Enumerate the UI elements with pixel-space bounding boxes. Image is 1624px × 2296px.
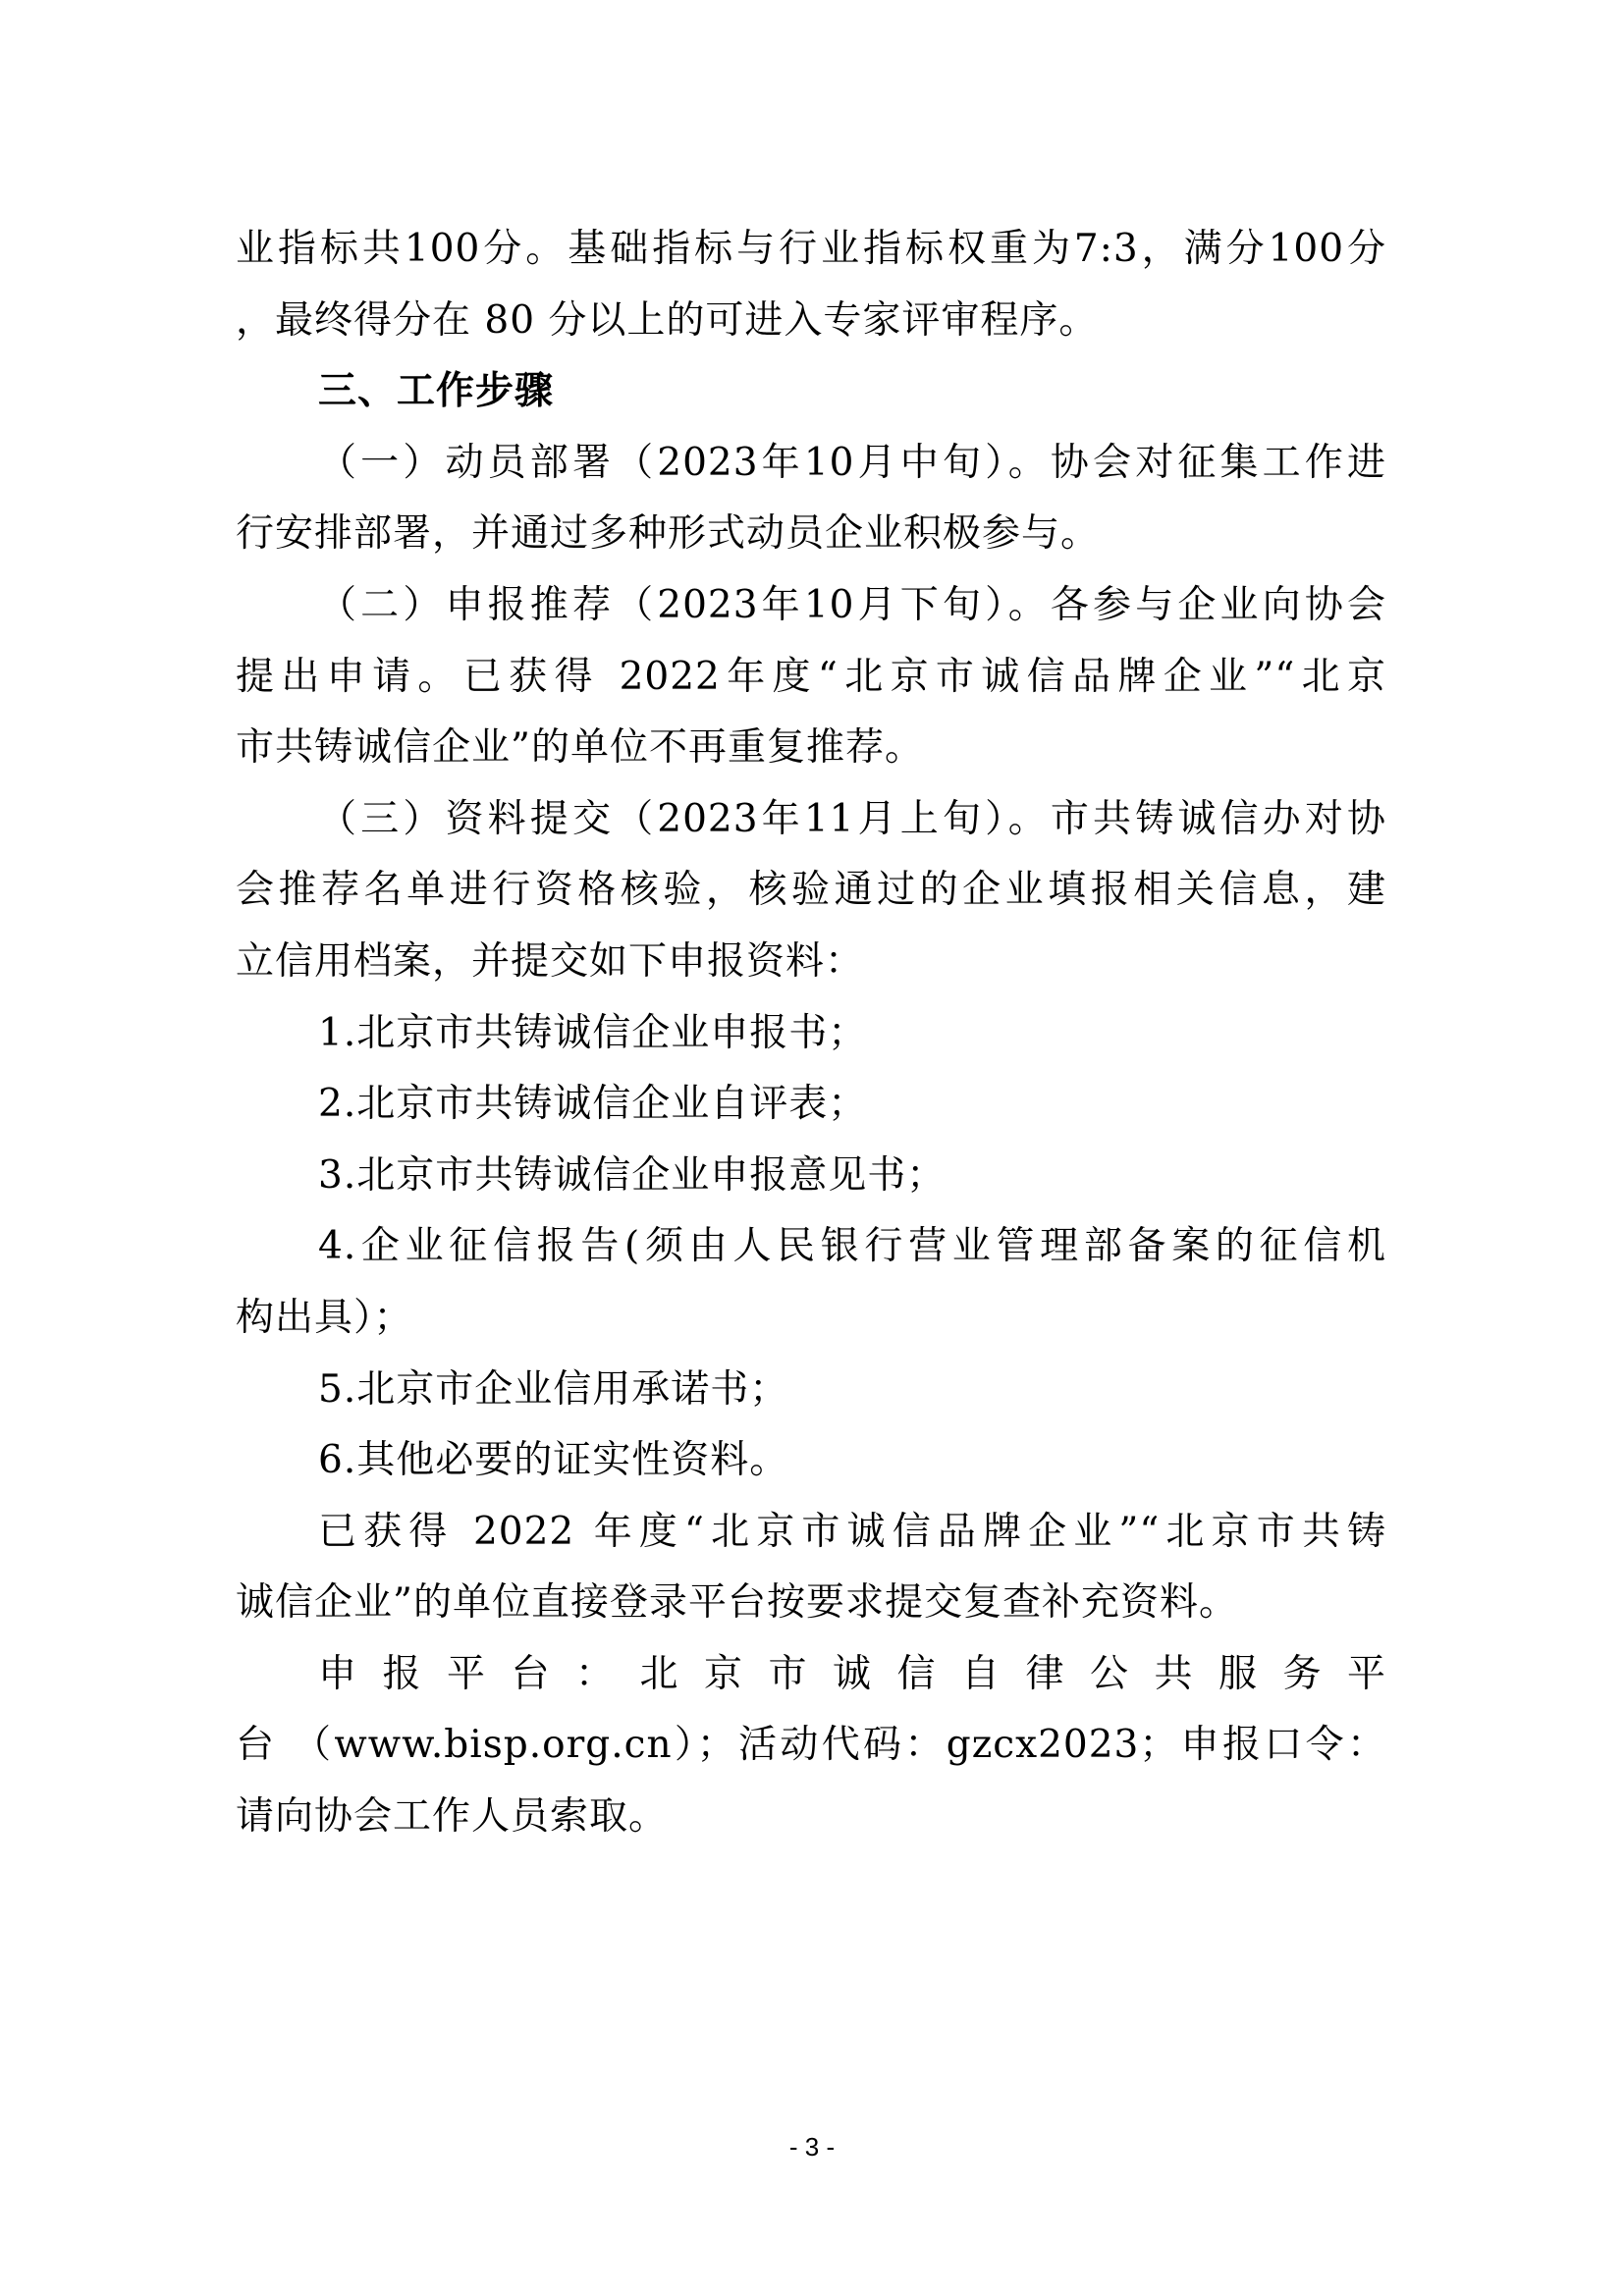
review-note-line: 已获得 2022 年度“北京市诚信品牌企业”“北京市共铸	[318, 1509, 1386, 1554]
step-2-line: 提出申请。已获得 2022年度“北京市诚信品牌企业”“北京	[236, 654, 1386, 699]
platform-info-line: 申报平台：北京市诚信自律公共服务平	[318, 1651, 1386, 1696]
material-item-3: 3.北京市共铸诚信企业申报意见书；	[318, 1152, 947, 1198]
material-item-2: 2.北京市共铸诚信企业自评表；	[318, 1082, 868, 1127]
section-heading: 三、工作步骤	[318, 369, 555, 414]
paragraph-line: ，最终得分在 80 分以上的可进入专家评审程序。	[236, 297, 1099, 343]
step-2-line: （二）申报推荐（2023年10月下旬）。各参与企业向协会	[318, 582, 1386, 627]
paragraph-line: 业指标共100分。基础指标与行业指标权重为7:3，满分100分	[236, 227, 1386, 271]
platform-info-line: 台 （www.bisp.org.cn）；活动代码：gzcx2023；申报口令：	[236, 1723, 1386, 1768]
step-2-line: 市共铸诚信企业”的单位不再重复推荐。	[236, 725, 924, 771]
document-body	[236, 214, 1386, 1853]
step-1-line: （一）动员部署（2023年10月中旬）。协会对征集工作进	[318, 440, 1386, 485]
material-item-6: 6.其他必要的证实性资料。	[318, 1438, 789, 1483]
page-number: - 3 -	[788, 2132, 836, 2162]
step-3-line: 立信用档案，并提交如下申报资料：	[236, 938, 865, 984]
material-item-5: 5.北京市企业信用承诺书；	[318, 1366, 789, 1412]
step-3-line: （三）资料提交（2023年11月上旬）。市共铸诚信办对协	[318, 796, 1386, 841]
platform-info-line: 请向协会工作人员索取。	[236, 1794, 669, 1840]
material-item-4-cont: 构出具）；	[236, 1295, 413, 1340]
step-1-line: 行安排部署，并通过多种形式动员企业积极参与。	[236, 511, 1101, 557]
step-3-line: 会推荐名单进行资格核验，核验通过的企业填报相关信息，建	[236, 868, 1386, 913]
review-note-line: 诚信企业”的单位直接登录平台按要求提交复查补充资料。	[236, 1580, 1238, 1626]
material-item-1: 1.北京市共铸诚信企业申报书；	[318, 1010, 868, 1055]
material-item-4: 4.企业征信报告(须由人民银行营业管理部备案的征信机	[318, 1224, 1386, 1269]
